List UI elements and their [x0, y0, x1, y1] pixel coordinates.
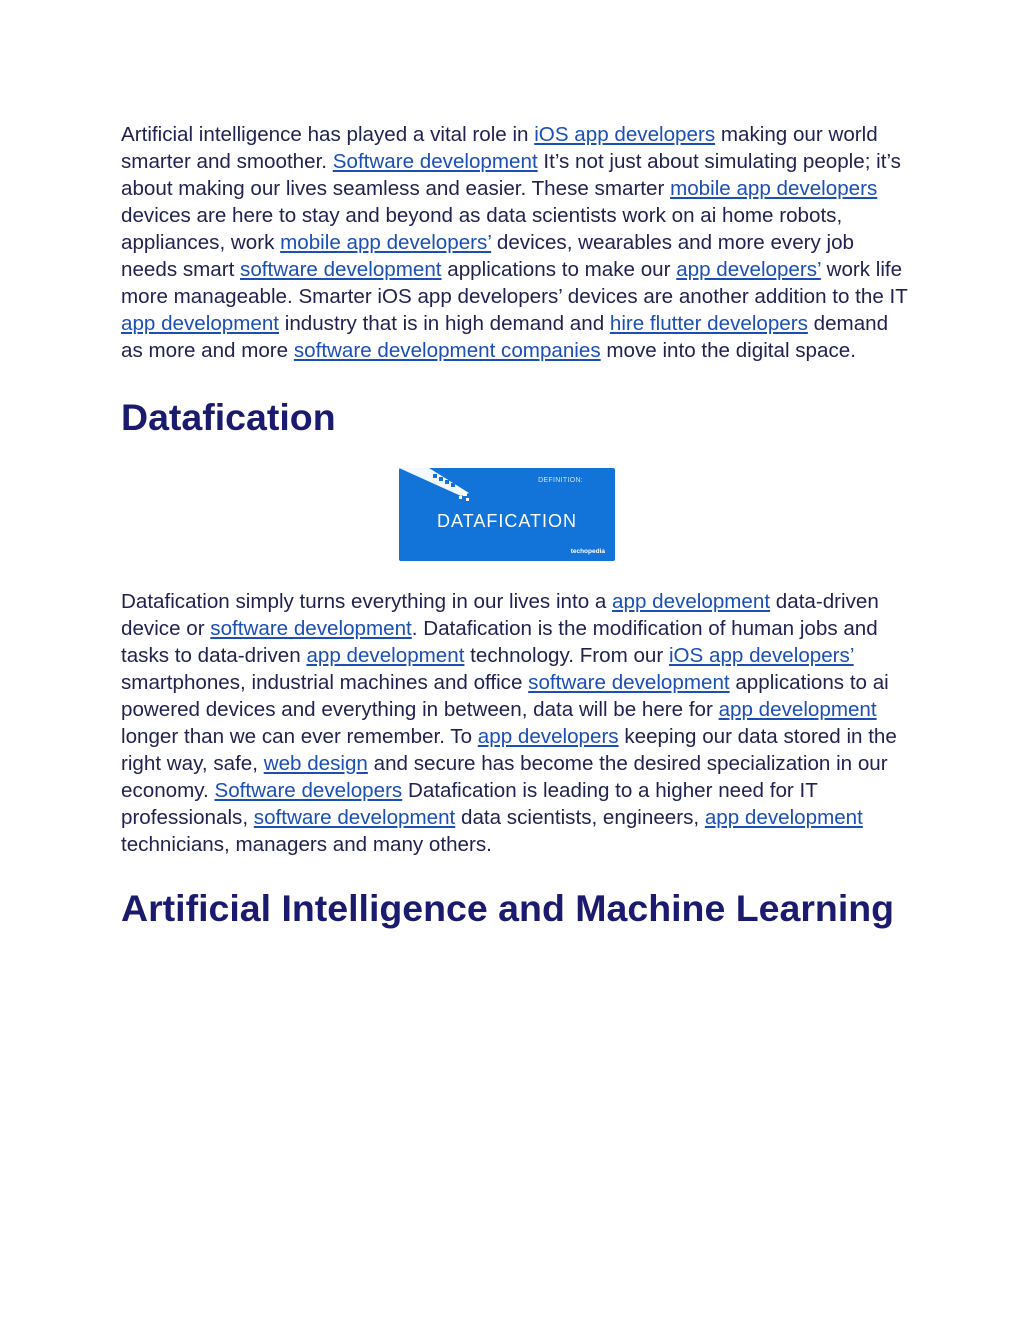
inline-link[interactable]: software development companies [293, 339, 601, 362]
inline-link[interactable]: mobile app developers [670, 177, 878, 200]
inline-link[interactable]: Software development [332, 150, 538, 173]
pixel-graphic-icon [399, 468, 489, 508]
inline-link[interactable]: Software developers [214, 779, 403, 802]
section-heading-datafication: Datafication [121, 396, 336, 438]
intro-paragraph: Artificial intelligence has played a vital role in iOS app developers making our world smarter and smoother. Software development It’s not just about simulating people; it’s about making our lives seamless and easier. These smarter mobile app developers devices are here to stay and beyond as data scientists work on ai home robots, appliances, work mobile app developers’ devices, wearables and more every job needs smart software development applications to make our app developers’ work life more manageable. Smarter iOS app developers’ devices are another addition to the IT app development industry that is in high demand and hire flutter developers demand as more and more software development companies move into the digital space. [121, 123, 908, 362]
inline-link[interactable]: software development [253, 806, 456, 829]
inline-link[interactable]: app development [612, 590, 771, 613]
inline-link[interactable]: web design [263, 752, 368, 775]
inline-link[interactable]: mobile app developers’ [280, 231, 492, 254]
document-page [121, 121, 911, 931]
inline-link[interactable]: app developers [477, 725, 619, 748]
inline-link[interactable]: app developers’ [676, 258, 821, 281]
brand-logo: techopedia [570, 548, 605, 555]
inline-link[interactable]: iOS app developers [534, 123, 716, 146]
figure-container [121, 468, 911, 561]
datafication-definition-image [399, 468, 615, 561]
inline-link[interactable]: software development [528, 671, 730, 694]
inline-link[interactable]: app development [121, 312, 280, 335]
inline-link[interactable]: iOS app developers’ [668, 644, 854, 667]
section-heading-ai-ml: Artificial Intelligence and Machine Learning [121, 887, 895, 929]
inline-link[interactable]: app development [704, 806, 863, 829]
inline-link[interactable]: app development [718, 698, 877, 721]
inline-link[interactable]: software development [210, 617, 412, 640]
inline-link[interactable]: software development [240, 258, 442, 281]
figure-title: DATAFICATION [437, 511, 577, 531]
inline-link[interactable]: app development [306, 644, 465, 667]
definition-label: DEFINITION: [538, 477, 583, 484]
datafication-paragraph: Datafication simply turns everything in our lives into a app development data-driven device or software development. Datafication is the modification of human jobs and tasks to data-driven app development technology. From our iOS app developers’ smartphones, industrial machines and office software development applications to ai powered devices and everything in between, data will be here for app development longer than we can ever remember. To app developers keeping our data stored in the right way, safe, web design and secure has become the desired specialization in our economy. Software developers Datafication is leading to a higher need for IT professionals, software development data scientists, engineers, app development technicians, managers and many others. [121, 590, 897, 856]
inline-link[interactable]: hire flutter developers [609, 312, 808, 335]
